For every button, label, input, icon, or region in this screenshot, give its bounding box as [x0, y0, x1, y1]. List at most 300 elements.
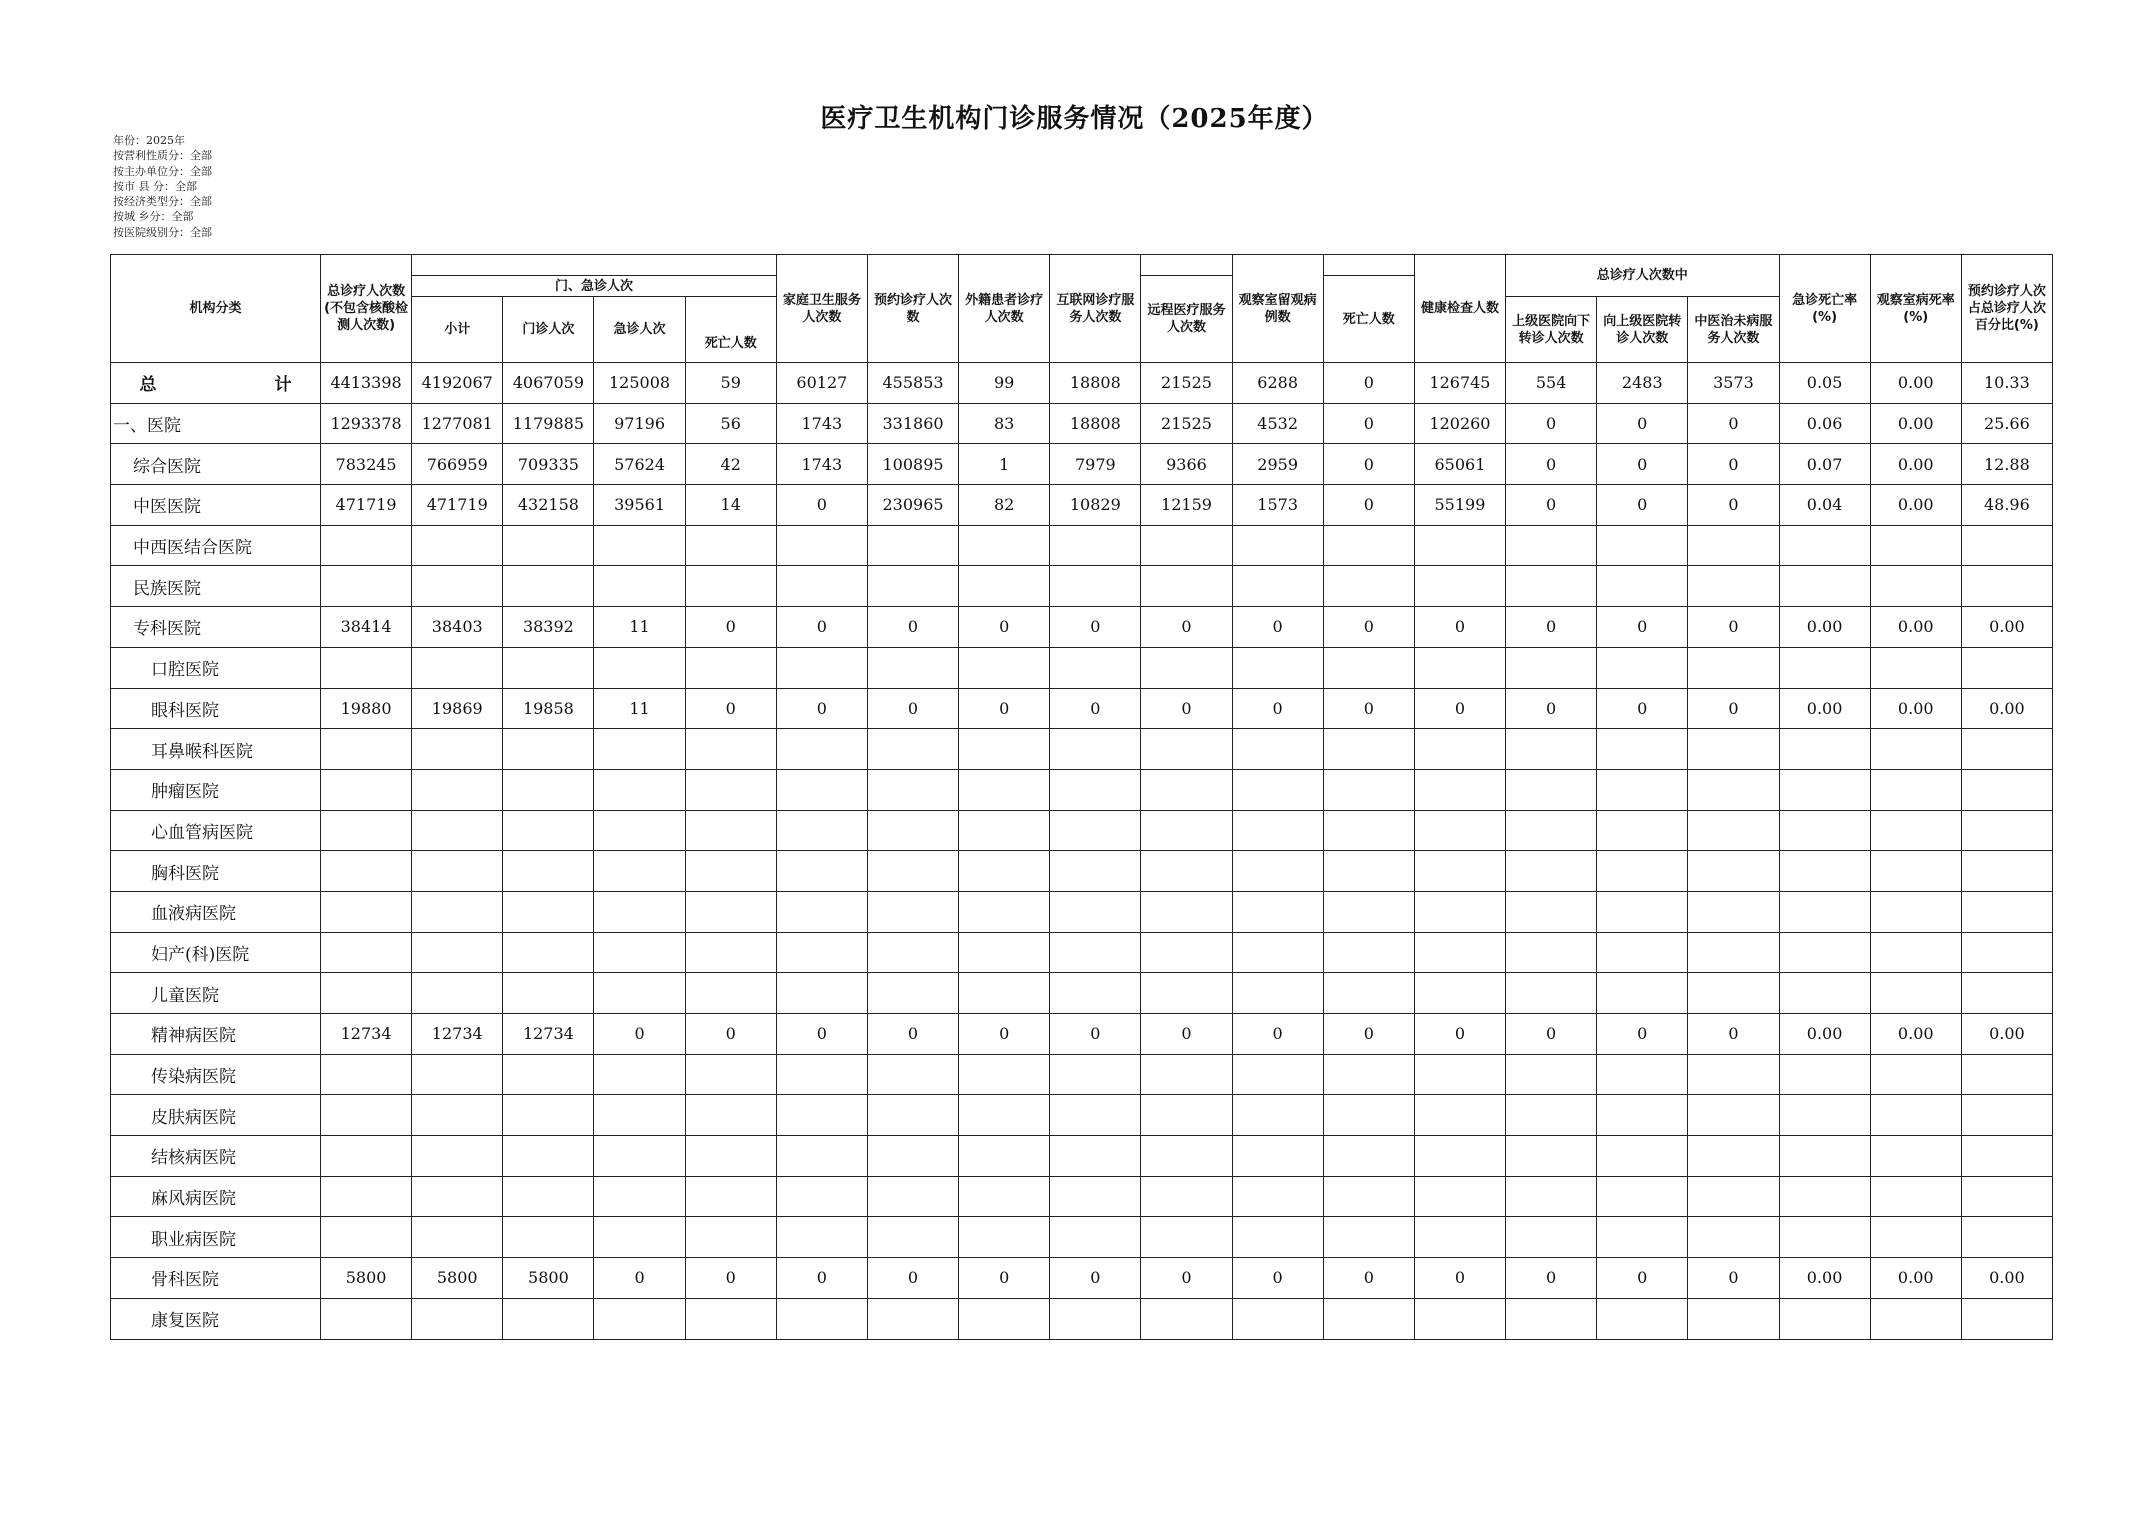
table-cell: 471719: [321, 485, 412, 526]
row-category-name: 传染病医院: [111, 1054, 321, 1095]
table-cell: [1961, 891, 2052, 932]
header-appointment-share: 预约诊疗人次占总诊疗人次百分比(%): [1961, 255, 2052, 363]
table-cell: [1050, 647, 1141, 688]
header-health-check: 健康检查人数: [1414, 255, 1505, 363]
table-cell: 1277081: [412, 403, 503, 444]
filter-profit: 按营利性质分：全部: [113, 149, 212, 163]
table-cell: 1573: [1232, 485, 1323, 526]
table-cell: [776, 729, 867, 770]
table-cell: [1414, 851, 1505, 892]
table-cell: [1414, 810, 1505, 851]
header-among-group: 总诊疗人次数中: [1506, 255, 1779, 297]
table-row: [111, 403, 2053, 444]
table-cell: 0: [776, 485, 867, 526]
table-cell: [503, 769, 594, 810]
table-cell: [1323, 1176, 1414, 1217]
table-cell: 0: [1597, 485, 1688, 526]
table-cell: 82: [959, 485, 1050, 526]
row-category-name: 总 计: [111, 363, 321, 404]
table-cell: 0.00: [1961, 607, 2052, 648]
table-cell: [1779, 729, 1870, 770]
table-cell: [1323, 1054, 1414, 1095]
table-cell: [1323, 932, 1414, 973]
header-spacer-2: [1141, 255, 1232, 276]
table-cell: [776, 932, 867, 973]
header-total-visits: 总诊疗人次数(不包含核酸检测人次数): [321, 255, 412, 363]
page-title: 医疗卫生机构门诊服务情况（2025年度）: [820, 104, 1329, 134]
table-cell: [503, 932, 594, 973]
table-cell: [867, 1217, 958, 1258]
table-cell: [1779, 1095, 1870, 1136]
table-row: [111, 851, 2053, 892]
table-cell: 0: [1597, 1014, 1688, 1055]
table-cell: [867, 891, 958, 932]
table-cell: [867, 729, 958, 770]
table-cell: [1050, 729, 1141, 770]
table-cell: [867, 1054, 958, 1095]
table-cell: [776, 810, 867, 851]
table-cell: 0: [1597, 1258, 1688, 1299]
table-cell: [1688, 851, 1779, 892]
table-cell: [685, 1217, 776, 1258]
table-cell: 0: [594, 1258, 685, 1299]
table-cell: [1232, 973, 1323, 1014]
row-category-name: 结核病医院: [111, 1136, 321, 1177]
table-cell: 1743: [776, 444, 867, 485]
table-cell: [1050, 1095, 1141, 1136]
table-cell: [321, 932, 412, 973]
table-cell: [1870, 769, 1961, 810]
table-cell: [321, 810, 412, 851]
row-category-name: 皮肤病医院: [111, 1095, 321, 1136]
table-cell: [776, 1176, 867, 1217]
table-cell: [1688, 647, 1779, 688]
table-cell: 42: [685, 444, 776, 485]
table-cell: [1232, 769, 1323, 810]
table-cell: [1414, 891, 1505, 932]
table-cell: 0: [1232, 1014, 1323, 1055]
table-cell: [1597, 769, 1688, 810]
table-cell: [1414, 1217, 1505, 1258]
row-category-name: 妇产(科)医院: [111, 932, 321, 973]
table-cell: [1506, 1176, 1597, 1217]
table-cell: [1597, 647, 1688, 688]
table-cell: [1961, 1176, 2052, 1217]
table-cell: [959, 851, 1050, 892]
table-cell: [1506, 566, 1597, 607]
table-cell: [594, 1054, 685, 1095]
table-cell: 0: [1141, 1258, 1232, 1299]
table-cell: [959, 810, 1050, 851]
table-cell: [1141, 647, 1232, 688]
table-cell: 0: [1688, 1014, 1779, 1055]
table-cell: 19869: [412, 688, 503, 729]
table-cell: 10.33: [1961, 363, 2052, 404]
table-cell: [776, 851, 867, 892]
table-cell: 0: [1323, 363, 1414, 404]
table-cell: [1141, 769, 1232, 810]
table-cell: 83: [959, 403, 1050, 444]
table-cell: 0: [1050, 607, 1141, 648]
table-cell: [959, 1095, 1050, 1136]
table-cell: [1870, 932, 1961, 973]
table-cell: [1323, 810, 1414, 851]
table-cell: 0: [1506, 607, 1597, 648]
table-cell: [1050, 1176, 1141, 1217]
table-cell: [867, 647, 958, 688]
table-cell: 6288: [1232, 363, 1323, 404]
table-cell: [321, 973, 412, 1014]
table-cell: [1232, 851, 1323, 892]
table-cell: [776, 1217, 867, 1258]
table-cell: [1870, 1054, 1961, 1095]
table-cell: 0.00: [1870, 485, 1961, 526]
table-cell: [1050, 769, 1141, 810]
table-cell: 0.00: [1779, 688, 1870, 729]
table-cell: 9366: [1141, 444, 1232, 485]
table-cell: 12734: [412, 1014, 503, 1055]
table-cell: 0: [1688, 1258, 1779, 1299]
filter-year: 年份：2025年: [113, 134, 185, 147]
row-category-name: 精神病医院: [111, 1014, 321, 1055]
table-cell: [321, 729, 412, 770]
outpatient-service-table: [110, 254, 2053, 1340]
table-cell: 0: [1597, 403, 1688, 444]
table-cell: [1141, 525, 1232, 566]
table-cell: 0: [1232, 1258, 1323, 1299]
table-cell: 0.00: [1870, 1258, 1961, 1299]
table-cell: [321, 525, 412, 566]
table-cell: [1779, 769, 1870, 810]
table-cell: 0: [1414, 1014, 1505, 1055]
table-cell: 0: [594, 1014, 685, 1055]
table-cell: 65061: [1414, 444, 1505, 485]
table-cell: [1050, 1298, 1141, 1339]
table-cell: [685, 851, 776, 892]
table-cell: [1414, 932, 1505, 973]
table-cell: [1141, 1054, 1232, 1095]
table-cell: 0: [1323, 1258, 1414, 1299]
filter-list: [113, 133, 212, 240]
table-row: [111, 688, 2053, 729]
row-category-name: 眼科医院: [111, 688, 321, 729]
table-cell: 1293378: [321, 403, 412, 444]
table-cell: 230965: [867, 485, 958, 526]
table-cell: [1506, 973, 1597, 1014]
table-cell: [1597, 973, 1688, 1014]
table-cell: [412, 851, 503, 892]
table-cell: [867, 566, 958, 607]
table-cell: [776, 973, 867, 1014]
table-cell: [594, 891, 685, 932]
header-emergency: 急诊人次: [594, 297, 685, 363]
table-cell: 0: [1414, 607, 1505, 648]
table-cell: [1870, 566, 1961, 607]
table-cell: [1050, 973, 1141, 1014]
table-row: [111, 1095, 2053, 1136]
table-cell: 766959: [412, 444, 503, 485]
table-cell: 554: [1506, 363, 1597, 404]
table-cell: [1414, 973, 1505, 1014]
row-category-name: 麻风病医院: [111, 1176, 321, 1217]
table-row: [111, 1298, 2053, 1339]
table-cell: [1870, 891, 1961, 932]
table-cell: 0: [1232, 607, 1323, 648]
table-cell: [959, 1136, 1050, 1177]
table-cell: 11: [594, 607, 685, 648]
table-row: [111, 810, 2053, 851]
table-cell: 3573: [1688, 363, 1779, 404]
table-cell: [1779, 1054, 1870, 1095]
table-cell: [1688, 729, 1779, 770]
table-cell: [594, 810, 685, 851]
table-cell: 0: [685, 607, 776, 648]
table-cell: [1688, 891, 1779, 932]
row-category-name: 民族医院: [111, 566, 321, 607]
table-cell: [1141, 932, 1232, 973]
table-cell: [1141, 566, 1232, 607]
table-cell: 0: [1414, 1258, 1505, 1299]
table-cell: [1779, 810, 1870, 851]
table-cell: 0: [776, 688, 867, 729]
table-cell: [1414, 566, 1505, 607]
table-cell: 0.00: [1870, 688, 1961, 729]
table-cell: 0: [685, 688, 776, 729]
table-cell: [412, 1136, 503, 1177]
table-cell: 0.06: [1779, 403, 1870, 444]
table-cell: [959, 769, 1050, 810]
header-referral-up: 向上级医院转诊人次数: [1597, 297, 1688, 363]
table-cell: [1414, 647, 1505, 688]
table-cell: [1779, 851, 1870, 892]
table-cell: 0: [1597, 444, 1688, 485]
table-cell: 11: [594, 688, 685, 729]
table-cell: [959, 729, 1050, 770]
table-cell: [321, 891, 412, 932]
table-cell: [1597, 729, 1688, 770]
table-cell: [776, 1298, 867, 1339]
table-row: [111, 973, 2053, 1014]
table-cell: 97196: [594, 403, 685, 444]
table-cell: 0: [1688, 688, 1779, 729]
table-cell: [321, 851, 412, 892]
table-cell: [959, 1054, 1050, 1095]
table-cell: [321, 1054, 412, 1095]
table-cell: 60127: [776, 363, 867, 404]
table-cell: [1688, 1176, 1779, 1217]
table-cell: [959, 1298, 1050, 1339]
table-cell: [1597, 1176, 1688, 1217]
table-cell: [1050, 810, 1141, 851]
table-cell: [1961, 1054, 2052, 1095]
row-category-name: 中西医结合医院: [111, 525, 321, 566]
table-cell: 18808: [1050, 363, 1141, 404]
table-cell: 56: [685, 403, 776, 444]
table-cell: [959, 647, 1050, 688]
table-cell: [412, 1095, 503, 1136]
table-cell: [685, 1095, 776, 1136]
table-cell: [1961, 1298, 2052, 1339]
table-cell: 4067059: [503, 363, 594, 404]
table-cell: [412, 769, 503, 810]
table-cell: [503, 1054, 594, 1095]
table-cell: [867, 769, 958, 810]
table-cell: 38414: [321, 607, 412, 648]
table-cell: [1141, 1298, 1232, 1339]
table-cell: [503, 1136, 594, 1177]
table-cell: [594, 729, 685, 770]
table-cell: [1597, 1136, 1688, 1177]
table-cell: 455853: [867, 363, 958, 404]
table-cell: [867, 810, 958, 851]
table-cell: 432158: [503, 485, 594, 526]
table-cell: [1414, 1136, 1505, 1177]
table-cell: [1232, 566, 1323, 607]
table-cell: 0: [959, 1014, 1050, 1055]
table-cell: 0: [685, 1014, 776, 1055]
table-cell: 0: [1141, 688, 1232, 729]
header-remote: 远程医疗服务人次数: [1141, 276, 1232, 363]
table-cell: 0: [867, 688, 958, 729]
table-row: [111, 1136, 2053, 1177]
table-cell: [1597, 932, 1688, 973]
table-cell: 0.00: [1779, 607, 1870, 648]
row-category-name: 耳鼻喉科医院: [111, 729, 321, 770]
table-cell: [1323, 891, 1414, 932]
table-cell: [1688, 1298, 1779, 1339]
table-row: [111, 444, 2053, 485]
table-cell: [685, 647, 776, 688]
table-cell: [1232, 525, 1323, 566]
table-cell: [503, 851, 594, 892]
table-cell: [1323, 973, 1414, 1014]
table-cell: [1688, 973, 1779, 1014]
table-row: [111, 363, 2053, 404]
table-cell: 12734: [321, 1014, 412, 1055]
table-cell: 5800: [321, 1258, 412, 1299]
table-cell: [1050, 1217, 1141, 1258]
table-cell: [1414, 1095, 1505, 1136]
table-cell: [503, 1095, 594, 1136]
table-cell: [412, 525, 503, 566]
table-cell: [412, 810, 503, 851]
table-cell: [1961, 647, 2052, 688]
table-cell: [594, 566, 685, 607]
table-cell: 0: [1506, 688, 1597, 729]
table-cell: [959, 891, 1050, 932]
table-cell: 0: [867, 1258, 958, 1299]
table-cell: 0: [776, 1014, 867, 1055]
table-cell: 0: [1232, 688, 1323, 729]
table-cell: [1323, 647, 1414, 688]
table-cell: 12159: [1141, 485, 1232, 526]
table-cell: 0.00: [1870, 607, 1961, 648]
table-cell: 4192067: [412, 363, 503, 404]
table-cell: 55199: [1414, 485, 1505, 526]
table-cell: 0: [1688, 607, 1779, 648]
table-cell: [1961, 1095, 2052, 1136]
table-cell: [685, 525, 776, 566]
table-cell: [594, 1095, 685, 1136]
table-cell: [776, 1095, 867, 1136]
table-cell: [867, 932, 958, 973]
table-cell: 0: [1506, 485, 1597, 526]
table-cell: 0: [867, 1014, 958, 1055]
table-cell: [1961, 810, 2052, 851]
table-cell: [1141, 851, 1232, 892]
table-cell: [503, 891, 594, 932]
table-cell: [959, 973, 1050, 1014]
table-cell: [1050, 891, 1141, 932]
table-cell: 0: [1141, 1014, 1232, 1055]
table-cell: [1688, 810, 1779, 851]
table-cell: [1232, 1217, 1323, 1258]
table-cell: 0: [1050, 1258, 1141, 1299]
table-cell: [1141, 1095, 1232, 1136]
table-cell: [503, 973, 594, 1014]
table-cell: [594, 647, 685, 688]
table-cell: [1506, 932, 1597, 973]
table-body: [111, 363, 2053, 1340]
row-category-name: 心血管病医院: [111, 810, 321, 851]
table-cell: 0: [685, 1258, 776, 1299]
table-cell: [1688, 1217, 1779, 1258]
table-cell: [1050, 1136, 1141, 1177]
table-cell: [412, 1176, 503, 1217]
table-cell: [1688, 769, 1779, 810]
row-category-name: 康复医院: [111, 1298, 321, 1339]
table-cell: [776, 566, 867, 607]
filter-economic-type: 按经济类型分：全部: [113, 195, 212, 209]
row-category-name: 中医医院: [111, 485, 321, 526]
table-cell: [1050, 525, 1141, 566]
table-cell: [685, 891, 776, 932]
table-cell: [867, 525, 958, 566]
table-cell: 2483: [1597, 363, 1688, 404]
table-cell: [1688, 932, 1779, 973]
table-cell: [1779, 891, 1870, 932]
table-cell: [959, 1176, 1050, 1217]
table-cell: [321, 566, 412, 607]
table-cell: [1232, 891, 1323, 932]
table-cell: [1961, 1217, 2052, 1258]
table-cell: [1597, 1095, 1688, 1136]
table-cell: [412, 1054, 503, 1095]
table-cell: 38392: [503, 607, 594, 648]
table-cell: [1870, 647, 1961, 688]
table-cell: [867, 973, 958, 1014]
table-cell: [1870, 525, 1961, 566]
table-cell: 14: [685, 485, 776, 526]
table-cell: 0: [867, 607, 958, 648]
table-cell: [1779, 973, 1870, 1014]
table-cell: [1141, 891, 1232, 932]
table-row: [111, 647, 2053, 688]
table-cell: [594, 851, 685, 892]
table-cell: [1506, 647, 1597, 688]
table-cell: [503, 810, 594, 851]
table-cell: 0.00: [1870, 403, 1961, 444]
table-cell: [1232, 1054, 1323, 1095]
table-cell: [1961, 932, 2052, 973]
table-cell: [594, 932, 685, 973]
table-cell: [685, 810, 776, 851]
table-cell: [1870, 729, 1961, 770]
table-cell: 0.00: [1961, 1014, 2052, 1055]
table-cell: [503, 566, 594, 607]
header-internet: 互联网诊疗服务人次数: [1050, 255, 1141, 363]
table-cell: 0: [1688, 444, 1779, 485]
